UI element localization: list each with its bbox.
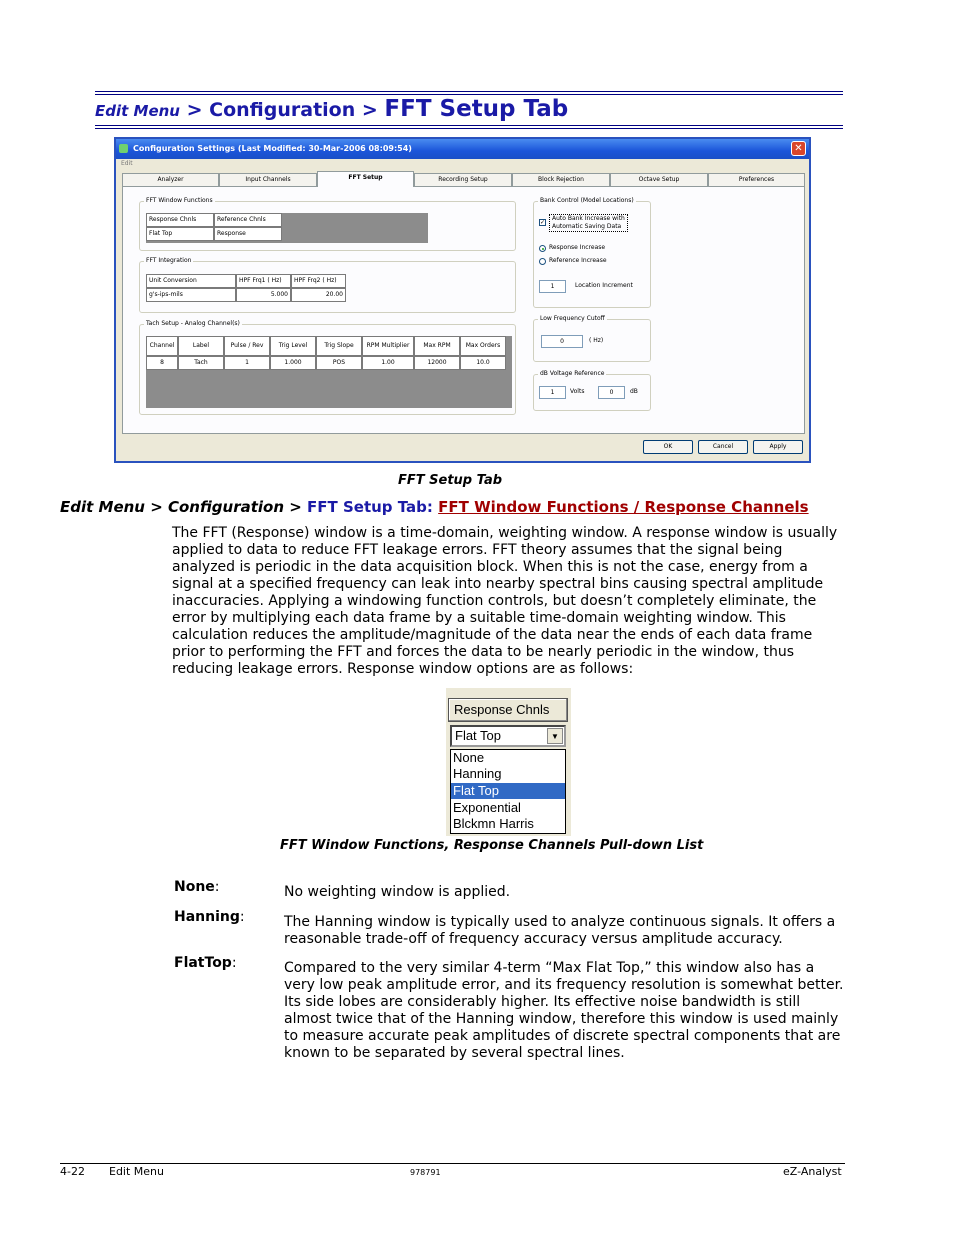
page-title xyxy=(95,96,568,122)
low-frequency-unit: ( Hz) xyxy=(589,337,604,344)
tab-strip xyxy=(122,172,805,186)
term-label: None xyxy=(174,879,215,895)
db-input[interactable]: 0 xyxy=(598,386,625,399)
volts-input[interactable]: 1 xyxy=(539,386,566,399)
group-fft-integration xyxy=(139,257,516,313)
option-hanning[interactable]: Hanning xyxy=(453,766,502,781)
term-none xyxy=(174,879,220,895)
col-header-max-orders: Max Orders xyxy=(460,336,506,356)
chevron-down-icon[interactable]: ▼ xyxy=(547,728,563,744)
radio-response-increase[interactable] xyxy=(539,245,546,252)
col-header-trig-slope: Trig Slope xyxy=(316,336,362,356)
section-fft-setup-tab: FFT Setup Tab: xyxy=(307,498,439,516)
definition-hanning: The Hanning window is typically used to analyze continuous signals. It offers a reasonable trade-off of frequency accuracy versus amplitude accuracy. xyxy=(284,914,836,947)
col-header-label: Label xyxy=(178,336,224,356)
col-header-hpf-frq2: HPF Frq2 ( Hz) xyxy=(291,274,346,288)
dialog-title-bar xyxy=(116,139,809,159)
cell-rpm-multiplier[interactable]: 1.00 xyxy=(362,356,414,370)
option-none[interactable]: None xyxy=(453,750,485,765)
group-bank-control xyxy=(533,197,651,308)
tab-block-rejection[interactable]: Block Rejection xyxy=(512,173,610,186)
tab-fft-setup[interactable]: FFT Setup xyxy=(317,171,414,187)
col-header-channel: Channel xyxy=(146,336,178,356)
cell-response-window[interactable]: Flat Top xyxy=(146,227,214,241)
tab-preferences[interactable]: Preferences xyxy=(708,173,805,186)
group-tach-setup xyxy=(139,320,516,415)
window-options-list xyxy=(450,749,566,834)
tab-input-channels[interactable]: Input Channels xyxy=(219,173,317,186)
term-colon: : xyxy=(231,955,237,971)
col-header-reference-chnls: Reference Chnls xyxy=(214,213,282,227)
term-hanning xyxy=(174,909,245,925)
auto-bank-label[interactable] xyxy=(549,214,628,232)
section-prefix: Edit Menu > Configuration > xyxy=(60,498,308,516)
footer-product: eZ-Analyst xyxy=(783,1165,842,1178)
group-label: Bank Control (Model Locations) xyxy=(540,197,634,204)
footer-page-number: 4-22 xyxy=(60,1165,85,1178)
window-select[interactable] xyxy=(450,725,566,747)
cell-max-rpm[interactable]: 12000 xyxy=(414,356,460,370)
option-blckmn-harris[interactable]: Blckmn Harris xyxy=(453,816,534,831)
ok-button[interactable]: OK xyxy=(643,440,693,454)
section-heading xyxy=(60,498,809,516)
figure-caption-fft-setup: FFT Setup Tab xyxy=(398,473,503,488)
footer-rule xyxy=(60,1163,845,1164)
col-header-unit-conversion: Unit Conversion xyxy=(146,274,236,288)
pulldown-header: Response Chnls xyxy=(448,698,568,722)
volts-label: Volts xyxy=(570,388,585,395)
db-label: dB xyxy=(630,388,638,395)
fft-setup-panel xyxy=(122,186,805,434)
group-label: FFT Integration xyxy=(146,257,192,264)
definition-flattop: Compared to the very similar 4-term “Max Flat Top,” this window also has a very low peak amplitude error, and its frequency resolution is somewhat better. Its side lobes are considerably higher. Its effective noise bandwidth is still almost twice that of the Hanning window, therefore this window is used mainly to measure accurate peak amplitudes of discrete spectral components that are known to be separated by several spectral lines. xyxy=(284,960,844,1061)
location-increment-input[interactable]: 1 xyxy=(539,280,566,293)
tab-octave-setup[interactable]: Octave Setup xyxy=(610,173,708,186)
cancel-button[interactable]: Cancel xyxy=(698,440,748,454)
term-colon: : xyxy=(214,879,220,895)
title-fft-setup-tab: FFT Setup Tab xyxy=(384,96,569,122)
term-label: FlatTop xyxy=(174,955,232,971)
auto-bank-line: Automatic Saving Data xyxy=(552,223,622,230)
section-link-window-functions[interactable]: FFT Window Functions / Response Channels xyxy=(438,498,809,516)
apply-button[interactable]: Apply xyxy=(753,440,803,454)
col-header-trig-level: Trig Level xyxy=(270,336,316,356)
title-edit-menu: Edit Menu xyxy=(95,102,180,120)
header-rule-bottom xyxy=(95,125,843,129)
tab-recording-setup[interactable]: Recording Setup xyxy=(414,173,512,186)
term-colon: : xyxy=(239,909,245,925)
option-flat-top[interactable]: Flat Top xyxy=(451,783,565,799)
cell-channel[interactable]: 8 xyxy=(146,356,178,370)
configuration-settings-dialog xyxy=(114,137,811,463)
body-paragraph: The FFT (Response) window is a time-domain, weighting window. A response window is usually applied to data to reduce FFT leakage errors. FFT theory assumes that the signal being analyzed is periodic in the data acquisition block. When this is not the case, energy from a signal at a specified frequency can leak into nearby spectral bins causing spectral amplitude inaccuracies. Applying a windowing function controls, but doesn’t completely eliminate, the error by multiplying each data frame by a suitable time-domain weighting window. This calculation reduces the amplitude/magnitude of the data near the ends of each data frame prior to performing the FFT and forces the data to be nearly periodic in the window, thus reducing leakage errors. Response window options are as follows: xyxy=(172,525,838,677)
definition-none: No weighting window is applied. xyxy=(284,884,511,900)
col-header-pulse-rev: Pulse / Rev xyxy=(224,336,270,356)
term-flattop xyxy=(174,955,237,971)
group-label: FFT Window Functions xyxy=(146,197,213,204)
dialog-title: Configuration Settings (Last Modified: 30-Mar-2006 08:09:54) xyxy=(133,144,412,153)
group-label: Tach Setup - Analog Channel(s) xyxy=(146,320,240,327)
response-chnls-pulldown-figure xyxy=(446,688,571,836)
header-rule-top xyxy=(95,91,843,95)
cell-label[interactable]: Tach xyxy=(178,356,224,370)
col-header-hpf-frq1: HPF Frq1 ( Hz) xyxy=(236,274,291,288)
group-label: Low Frequency Cutoff xyxy=(540,315,605,322)
selected-window: Flat Top xyxy=(455,728,502,743)
radio-reference-increase[interactable] xyxy=(539,258,546,265)
term-label: Hanning xyxy=(174,909,240,925)
title-configuration: Configuration xyxy=(209,99,356,121)
footer-doc-number: 978791 xyxy=(410,1168,441,1177)
location-increment-label: Location Increment xyxy=(575,282,633,289)
cell-hpf-frq2[interactable]: 20.00 xyxy=(291,288,346,302)
footer-section: Edit Menu xyxy=(109,1165,164,1178)
col-header-rpm-multiplier: RPM Multiplier xyxy=(362,336,414,356)
group-db-voltage-reference xyxy=(533,370,651,411)
auto-bank-checkbox[interactable]: ✓ xyxy=(540,219,546,226)
menu-edit[interactable]: Edit xyxy=(121,160,133,167)
cell-max-orders[interactable]: 10.0 xyxy=(460,356,506,370)
auto-bank-line: Auto Bank Increase with xyxy=(552,215,625,222)
tab-analyzer[interactable]: Analyzer xyxy=(122,173,219,186)
low-frequency-input[interactable]: 0 xyxy=(541,335,583,348)
option-exponential[interactable]: Exponential xyxy=(453,800,521,815)
cell-pulse-rev[interactable]: 1 xyxy=(224,356,270,370)
cell-reference-window[interactable]: Response xyxy=(214,227,282,241)
col-header-max-rpm: Max RPM xyxy=(414,336,460,356)
title-separator: > xyxy=(355,99,385,121)
cell-trig-slope[interactable]: POS xyxy=(316,356,362,370)
group-low-frequency-cutoff xyxy=(533,315,651,362)
group-label: dB Voltage Reference xyxy=(540,370,605,377)
cell-trig-level[interactable]: 1.000 xyxy=(270,356,316,370)
response-increase-label: Response Increase xyxy=(549,244,606,251)
title-separator: > xyxy=(179,99,210,121)
reference-increase-label: Reference Increase xyxy=(549,257,607,264)
app-icon xyxy=(119,144,128,153)
cell-hpf-frq1[interactable]: 5.000 xyxy=(236,288,291,302)
cell-unit-conversion[interactable]: g's-ips-mils xyxy=(146,288,236,302)
close-icon[interactable]: ✕ xyxy=(791,141,806,156)
group-fft-window-functions xyxy=(139,197,516,251)
figure-caption-pulldown: FFT Window Functions, Response Channels Pull-down List xyxy=(280,838,704,853)
col-header-response-chnls: Response Chnls xyxy=(146,213,214,227)
